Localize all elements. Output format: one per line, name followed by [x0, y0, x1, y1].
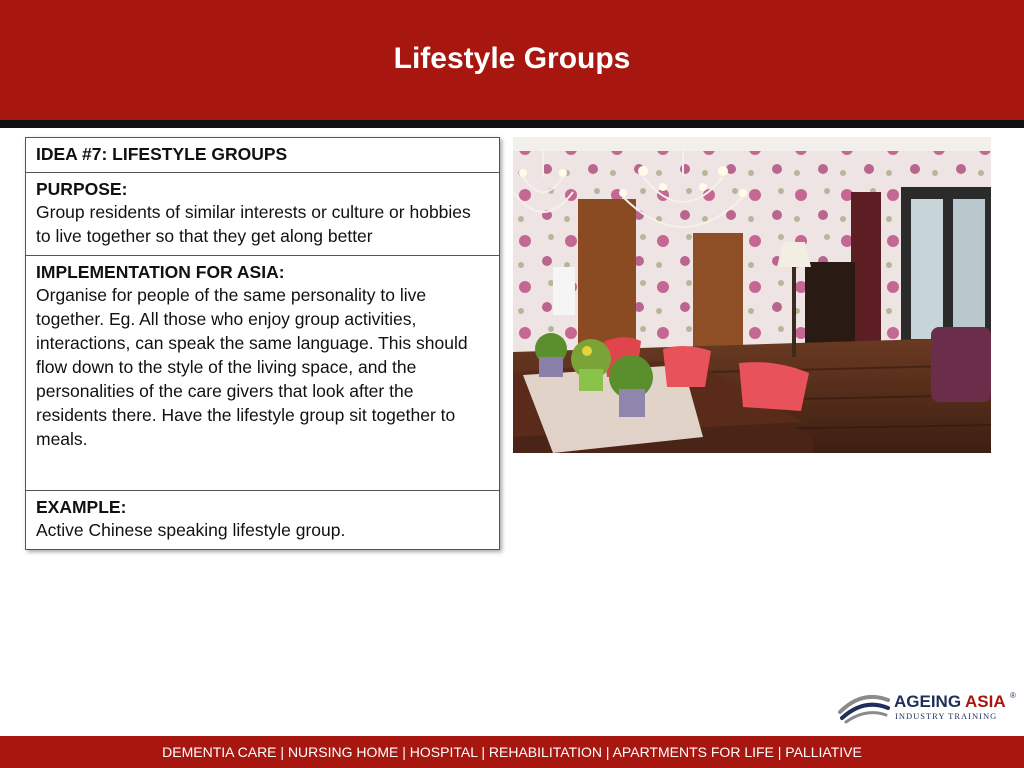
example-text: Active Chinese speaking lifestyle group.: [36, 520, 346, 540]
purpose-text: Group residents of similar interests or culture or hobbies to live together so that they get along better: [36, 202, 471, 246]
table-row-purpose: [26, 173, 500, 256]
dining-room-photo: [513, 137, 991, 453]
footer-text: DEMENTIA CARE | NURSING HOME | HOSPITAL | REHABILITATION | APARTMENTS FOR LIFE | PALLIATIVE: [162, 744, 862, 760]
logo-brand-ageing: AGEING: [894, 692, 962, 711]
idea-title: IDEA #7: LIFESTYLE GROUPS: [36, 144, 288, 164]
ageingasia-logo: [836, 688, 1020, 724]
example-cell: [26, 491, 500, 550]
example-label: EXAMPLE:: [36, 497, 127, 517]
slide-header: [0, 0, 1024, 128]
implementation-label: IMPLEMENTATION FOR ASIA:: [36, 262, 285, 282]
slide-footer: [0, 736, 1024, 768]
idea-title-cell: [26, 138, 500, 173]
purpose-cell: [26, 173, 500, 256]
table-row-title: [26, 138, 500, 173]
table-row-implementation: [26, 256, 500, 491]
purpose-label: PURPOSE:: [36, 179, 128, 199]
logo-registered-mark: ®: [1010, 691, 1016, 700]
implementation-cell: [26, 256, 500, 491]
table-row-example: [26, 491, 500, 550]
idea-table: [25, 137, 500, 550]
slide-title: Lifestyle Groups: [393, 42, 631, 75]
implementation-text: Organise for people of the same personality to live together. Eg. All those who enjoy group activities, interactions, can speak the same language. This should flow down to the style of the living space, and the personalities of the care givers that look after the residents there. Have the lifestyle group sit together to meals.: [36, 285, 468, 449]
ageingasia-swoosh-icon: [840, 697, 888, 722]
logo-tagline: INDUSTRY TRAINING: [895, 711, 998, 721]
logo-brand-asia: ASIA: [965, 692, 1006, 711]
